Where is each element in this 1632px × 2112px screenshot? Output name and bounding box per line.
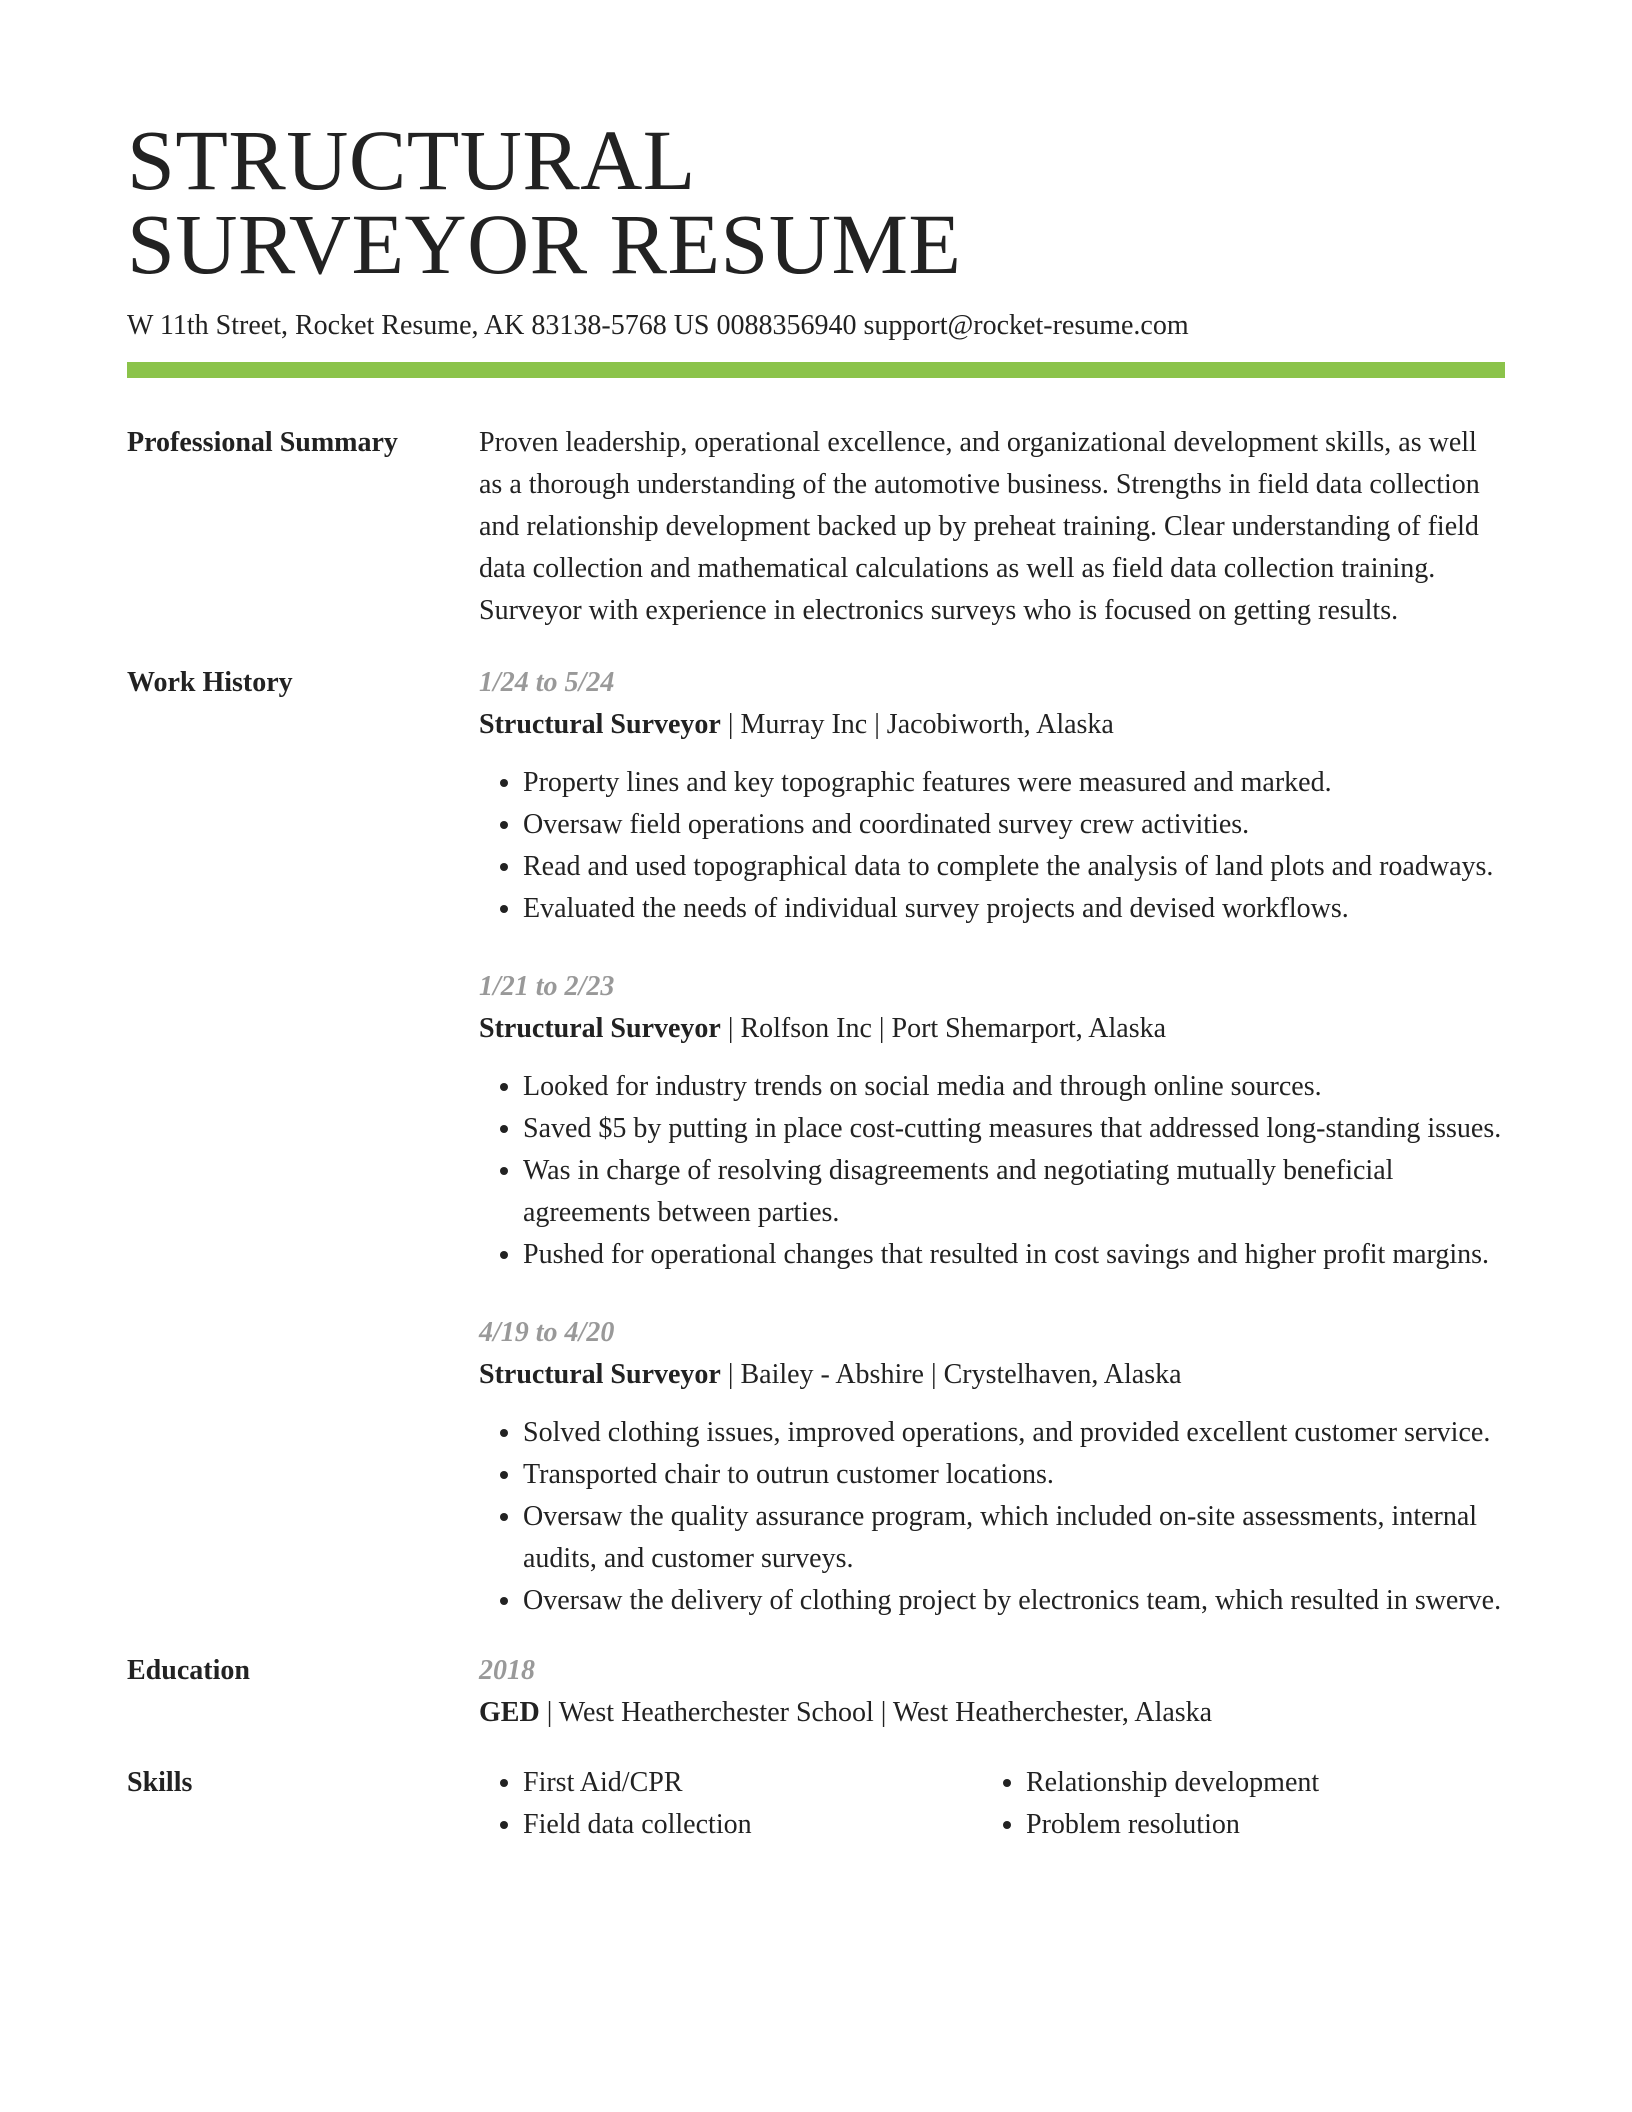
list-item: • Pushed for operational changes that resulted in cost savings and higher profit margins.: [523, 1234, 1505, 1276]
skills-column-right: [982, 1762, 1485, 1846]
section-label-education: Education: [127, 1655, 250, 1686]
job-details: | Murray Inc | Jacobiworth, Alaska: [720, 709, 1114, 740]
list-item: • Read and used topographical data to complete the analysis of land plots and roadways.: [523, 846, 1505, 888]
work-history-body: [479, 662, 1505, 1622]
job-date: 1/24 to 5/24: [479, 667, 615, 698]
job-entry: [479, 662, 1505, 930]
skills-grid: [479, 1762, 1505, 1846]
job-bullets: [479, 1066, 1505, 1276]
skills-section: [127, 1762, 1505, 1846]
list-item: • Transported chair to outrun customer locations.: [523, 1454, 1505, 1496]
list-item: • Property lines and key topographic features were measured and marked.: [523, 762, 1505, 804]
resume-header: [127, 112, 1505, 378]
job-date: 4/19 to 4/20: [479, 1317, 615, 1348]
section-label-work: Work History: [127, 667, 293, 698]
page-title: [127, 112, 1505, 292]
professional-summary-section: [127, 422, 1505, 632]
job-bullets: [479, 1412, 1505, 1622]
job-details: | Rolfson Inc | Port Shemarport, Alaska: [720, 1013, 1167, 1044]
list-item: • Problem resolution: [1026, 1804, 1485, 1846]
list-item: • Oversaw the quality assurance program, which included on-site assessments, internal audits, and customer surveys.: [523, 1496, 1505, 1580]
job-role: Structural Surveyor: [479, 709, 721, 740]
job-title-line: [479, 1008, 1505, 1050]
job-title-line: [479, 1354, 1505, 1396]
job-bullets: [479, 762, 1505, 930]
accent-divider: [127, 362, 1505, 378]
skills-column-left: [479, 1762, 982, 1846]
list-item: • Relationship development: [1026, 1762, 1485, 1804]
list-item: • Oversaw field operations and coordinated survey crew activities.: [523, 804, 1505, 846]
list-item: • Solved clothing issues, improved operations, and provided excellent customer service.: [523, 1412, 1505, 1454]
education-degree: GED: [479, 1697, 540, 1728]
skills-list-right: [982, 1762, 1485, 1846]
education-line: [479, 1692, 1505, 1734]
list-item: • Field data collection: [523, 1804, 982, 1846]
education-body: [479, 1650, 1505, 1734]
job-role: Structural Surveyor: [479, 1013, 721, 1044]
skills-body: [479, 1762, 1505, 1846]
title-line-2: SURVEYOR RESUME: [127, 196, 962, 292]
job-details: | Bailey - Abshire | Crystelhaven, Alaska: [720, 1359, 1182, 1390]
list-item: • Evaluated the needs of individual survey projects and devised workflows.: [523, 888, 1505, 930]
work-history-section: [127, 662, 1505, 1622]
job-role: Structural Surveyor: [479, 1359, 721, 1390]
job-entry: [479, 1312, 1505, 1622]
job-date: 1/21 to 2/23: [479, 971, 615, 1002]
education-section: [127, 1650, 1505, 1734]
list-item: • First Aid/CPR: [523, 1762, 982, 1804]
section-label-skills: Skills: [127, 1767, 193, 1798]
list-item: • Oversaw the delivery of clothing project by electronics team, which resulted in swerve.: [523, 1580, 1505, 1622]
job-title-line: [479, 704, 1505, 746]
section-label-summary: Professional Summary: [127, 427, 398, 458]
skills-list-left: [479, 1762, 982, 1846]
education-date: 2018: [479, 1655, 535, 1686]
title-line-1: STRUCTURAL: [127, 112, 696, 208]
education-details: | West Heatherchester School | West Heatherchester, Alaska: [539, 1697, 1213, 1728]
list-item: • Was in charge of resolving disagreements and negotiating mutually beneficial agreements between parties.: [523, 1150, 1505, 1234]
list-item: • Looked for industry trends on social media and through online sources.: [523, 1066, 1505, 1108]
contact-info: W 11th Street, Rocket Resume, AK 83138-5768 US 0088356940 support@rocket-resume.com: [127, 310, 1189, 341]
list-item: • Saved $5 by putting in place cost-cutting measures that addressed long-standing issues.: [523, 1108, 1505, 1150]
summary-text: Proven leadership, operational excellence, and organizational development skills, as well as a thorough understanding of the automotive business. Strengths in field data collection and relationship development backed up by preheat training. Clear understanding of field data collection and mathematical calculations as well as field data collection training. Surveyor with experience in electronics surveys who is focused on getting results.: [479, 427, 1480, 626]
job-entry: [479, 966, 1505, 1276]
